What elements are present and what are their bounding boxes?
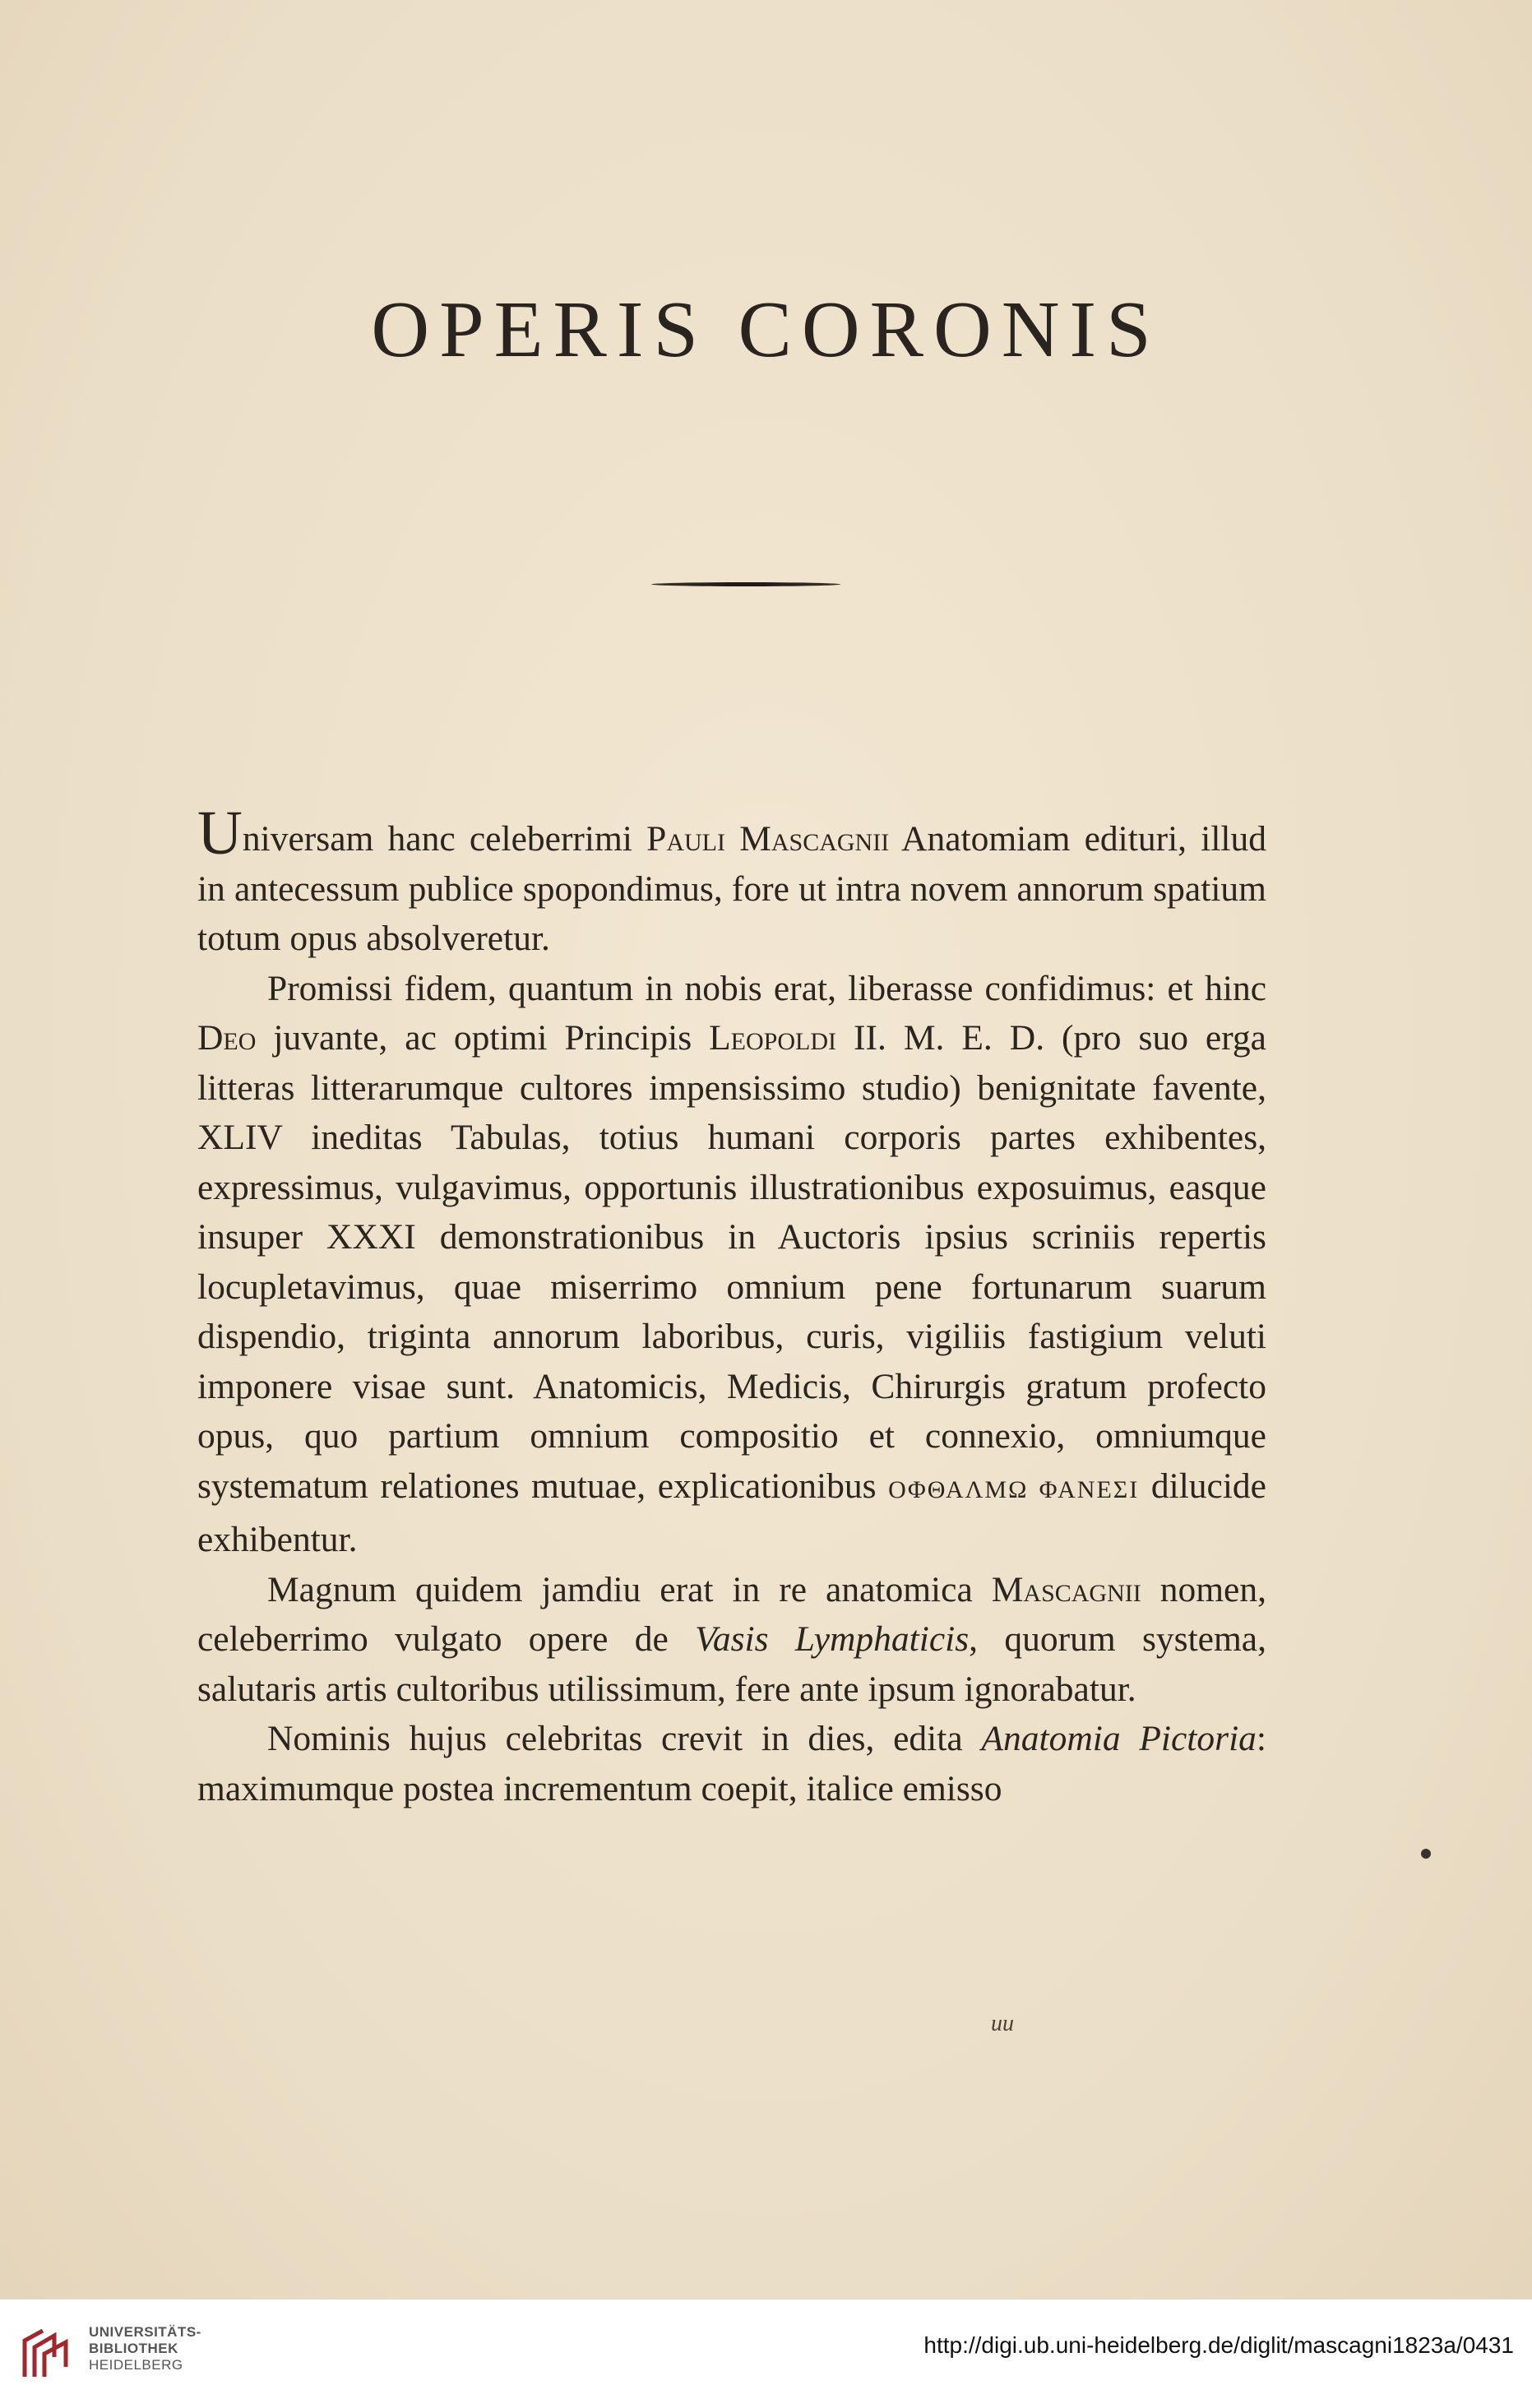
- text-run: niversam hanc celeberrimi: [242, 819, 647, 859]
- text-run: Magnum quidem jamdiu erat in re anatomica: [267, 1569, 992, 1609]
- body-text: [197, 799, 1267, 1813]
- library-name-line: HEIDELBERG: [89, 2357, 183, 2373]
- text-run: Nominis hujus celebritas crevit in dies, edita: [267, 1719, 982, 1758]
- paragraph: [197, 1714, 1266, 1813]
- name-smallcaps: Deo: [197, 1018, 257, 1058]
- library-name-line: BIBLIOTHEK: [89, 2341, 178, 2356]
- source-url-link[interactable]: http://digi.ub.uni-heidelberg.de/diglit/mascagni1823a/0431: [923, 2332, 1514, 2358]
- text-run: nomen, celeberrimo vulgato opere de: [197, 1569, 1266, 1659]
- italic-title: Anatomia Pictoria: [981, 1719, 1257, 1758]
- page-title: OPERIS CORONIS: [371, 285, 1161, 374]
- heidelberg-library-logo-icon[interactable]: [18, 2324, 77, 2383]
- greek-phrase: ΟΦΘΑΛΜΩ ΦΑΝΕΣΙ: [888, 1475, 1140, 1503]
- text-run: juvante, ac optimi Principis: [256, 1018, 710, 1058]
- library-name-line: UNIVERSITÄTS-: [89, 2324, 201, 2340]
- title-divider: [651, 582, 840, 586]
- italic-title: Vasis Lymphaticis: [695, 1619, 970, 1659]
- footer-bar: [0, 2299, 1532, 2408]
- drop-cap: U: [197, 799, 243, 868]
- name-smallcaps: Pauli Mascagnii: [646, 819, 890, 859]
- text-run: dilucide exhibentur.: [197, 1466, 1266, 1559]
- name-smallcaps: Leopoldi: [709, 1018, 837, 1058]
- paragraph: [197, 1565, 1266, 1715]
- page-spot: [1421, 1849, 1431, 1859]
- signature-mark: uu: [991, 2011, 1014, 2036]
- text-run: II. M. E. D. (pro suo erga litteras litterarumque cultores impensissimo studio) benignitate favente, XLIV ineditas Tabulas, totius humani corporis partes exhibentes, expressimus, vulgavimus, opportunis illustrationibus exposuimus, easque insuper XXXI demonstrationibus in Auctoris ipsius scriniis repertis locupletavimus, quae miserrimo omnium pene fortunarum suarum dispendio, triginta annorum laboribus, curis, vigiliis fastigium veluti imponere visae sunt. Anatomicis, Medicis, Chirurgis gratum profecto opus, quo partium omnium compositio et connexio, omniumque systematum relationes mutuae, explicationibus: [197, 1018, 1266, 1506]
- name-smallcaps: Mascagnii: [991, 1569, 1141, 1609]
- text-run: , quorum systema, salutaris artis cultoribus utilissimum, fere ante ipsum ignorabatur.: [197, 1619, 1266, 1709]
- text-run: Promissi fidem, quantum in nobis erat, liberasse confidimus: et hinc: [267, 968, 1266, 1008]
- paragraph: [197, 799, 1267, 964]
- text-run: Anatomiam edituri, illud in antecessum publice spopondimus, fore ut intra novem annorum spatium totum opus absolveretur.: [197, 819, 1267, 958]
- paragraph: [197, 964, 1266, 1565]
- text-run: : maximumque postea incrementum coepit, italice emisso: [197, 1719, 1266, 1808]
- library-name[interactable]: [89, 2324, 201, 2373]
